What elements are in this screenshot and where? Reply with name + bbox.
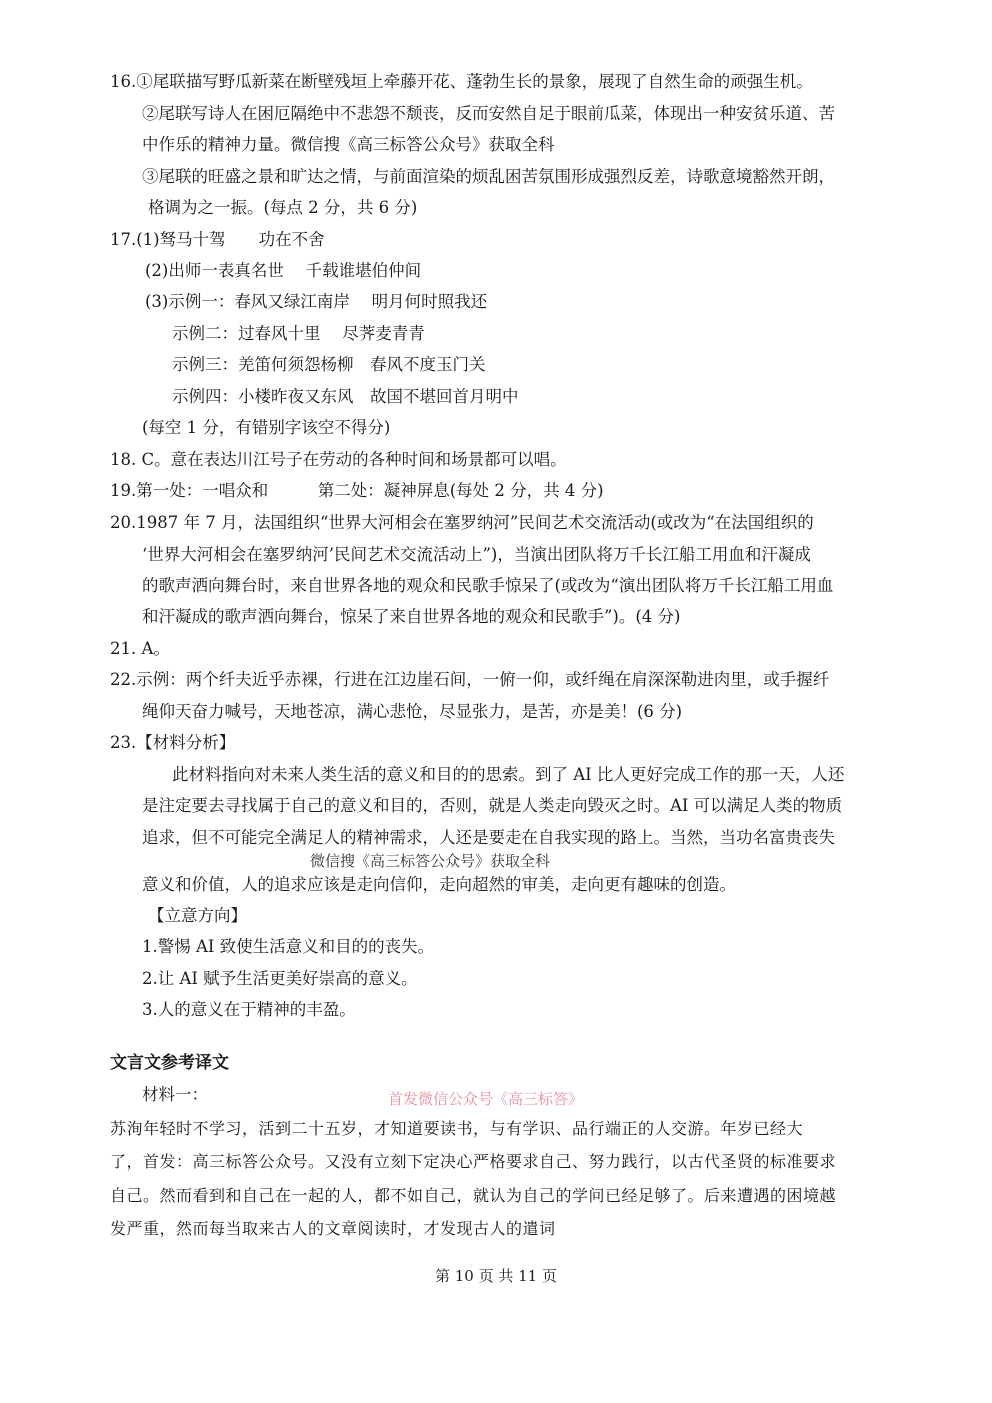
theme-heading: 【立意方向】	[148, 906, 247, 925]
answer-23-line: 此材料指向对未来人类生活的意义和目的的思索。到了 AI 比人更好完成工作的那一天，人还	[172, 765, 845, 784]
answer-20-line: 20.1987 年 7 月，法国组织“世界大河相会在塞罗纳河”民间艺术交流活动(或改为“在法国组织的	[110, 513, 814, 532]
answer-20-line: 和汗凝成的歌声洒向舞台，惊呆了来自世界各地的观众和民歌手”)。(4 分)	[142, 607, 681, 626]
answer-17-line: 示例四：小楼昨夜又东风 故国不堪回首月明中	[172, 387, 519, 406]
answer-16-line: 16.①尾联描写野瓜新菜在断壁残垣上牵藤开花、蓬勃生长的景象，展现了自然生命的顽强生机。	[110, 72, 813, 91]
answer-16-line: ③尾联的旺盛之景和旷达之情，与前面渲染的烦乱困苦氛围形成强烈反差，诗歌意境豁然开朗，	[142, 167, 835, 186]
answer-16-line: 中作乐的精神力量。微信搜《高三标答公众号》获取全科	[142, 135, 555, 154]
answer-20-line: ‘世界大河相会在塞罗纳河’民间艺术交流活动上”)，当演出团队将万千长江船工用血和汗凝成	[142, 545, 811, 564]
answer-17-line: 示例三：羌笛何须怨杨柳 春风不度玉门关	[172, 355, 486, 374]
answer-22-line: 22.示例：两个纤夫近乎赤裸，行进在江边崖石间，一俯一仰，或纤绳在肩深深勒进肉里，或手握纤	[110, 670, 830, 689]
answer-23-heading: 23.【材料分析】	[110, 733, 236, 752]
answer-16-line: 格调为之一振。(每点 2 分，共 6 分)	[148, 198, 418, 217]
translation-line: 发严重，然而每当取来古人的文章阅读时，才发现古人的遣词	[110, 1219, 556, 1238]
answer-20-line: 的歌声洒向舞台时，来自世界各地的观众和民歌手惊呆了(或改为“演出团队将万千长江船工用血	[142, 576, 834, 595]
answer-23-line: 意义和价值，人的追求应该是走向信仰，走向超然的审美，走向更有趣味的创造。	[142, 875, 736, 894]
answer-18: 18. C。意在表达川江号子在劳动的各种时间和场景都可以唱。	[110, 450, 567, 469]
answer-17-note: (每空 1 分，有错别字该空不得分)	[142, 418, 391, 437]
translation-line: 了，首发：高三标答公众号。又没有立刻下定决心严格要求自己、努力践行，以古代圣贤的标准要求	[110, 1152, 837, 1171]
answer-17-line: 17.(1)驽马十驾 功在不舍	[110, 230, 325, 249]
answer-22-line: 绳仰天奋力喊号，天地苍凉，满心悲怆，尽显张力，是苦，亦是美！(6 分)	[142, 702, 683, 721]
overlay-watermark: 微信搜《高三标答公众号》获取全科	[310, 852, 551, 870]
theme-item: 3.人的意义在于精神的丰盈。	[142, 1000, 356, 1019]
answer-23-line: 是注定要去寻找属于自己的意义和目的，否则，就是人类走向毁灭之时。AI 可以满足人类的物质	[142, 796, 843, 815]
answer-17-line: (3)示例一：春风又绿江南岸 明月何时照我还	[145, 292, 488, 311]
answer-23-line: 追求，但不可能完全满足人的精神需求，人还是要走在自我实现的路上。当然，当功名富贵丧失	[142, 828, 835, 847]
answer-19: 19.第一处：一唱众和 第二处：凝神屏息(每处 2 分，共 4 分)	[110, 481, 604, 500]
page-number: 第 10 页 共 11 页	[434, 1267, 557, 1285]
answer-17-line: 示例二：过春风十里 尽荠麦青青	[172, 324, 425, 343]
answer-17-line: (2)出师一表真名世 千载谁堪伯仲间	[145, 261, 422, 280]
answer-21: 21. A。	[110, 639, 170, 658]
theme-item: 2.让 AI 赋予生活更美好崇高的意义。	[142, 969, 418, 988]
translation-line: 苏洵年轻时不学习，活到二十五岁，才知道要读书，与有学识、品行端正的人交游。年岁已经大	[110, 1119, 804, 1138]
translation-line: 自己。然而看到和自己在一起的人，都不如自己，就认为自己的学问已经足够了。后来遭遇的困境越	[110, 1186, 837, 1205]
theme-item: 1.警惕 AI 致使生活意义和目的的丧失。	[142, 937, 435, 956]
red-watermark: 首发微信公众号《高三标答》	[388, 1090, 584, 1108]
section-heading: 文言文参考译文	[110, 1053, 229, 1073]
answer-16-line: ②尾联写诗人在困厄隔绝中不悲怨不颓丧，反而安然自足于眼前瓜菜，体现出一种安贫乐道、苦	[142, 104, 835, 123]
material-label: 材料一：	[142, 1085, 208, 1104]
